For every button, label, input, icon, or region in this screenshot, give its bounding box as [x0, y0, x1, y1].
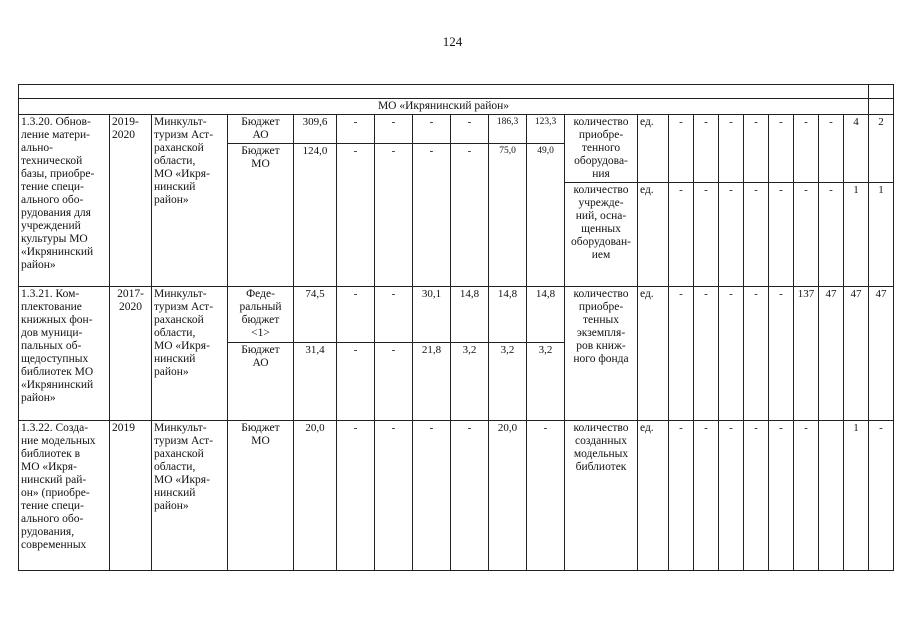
funding-value: -	[375, 343, 413, 421]
indicator-name: количество приобре- тенного оборудова- ния	[565, 115, 638, 183]
indicator-value: -	[769, 287, 794, 421]
indicator-value: 1	[844, 183, 869, 287]
indicator-value: 47	[844, 287, 869, 421]
indicator-value: 47	[819, 287, 844, 421]
measure-name: 1.3.22. Созда- ние модельных библиотек в МО «Икря- нинский рай- он» (приобре- тение специ- ального обо- рудования, современных	[19, 421, 110, 571]
funding-total: 124,0	[294, 144, 337, 287]
indicator-unit: ед.	[638, 115, 669, 183]
indicator-value: -	[794, 115, 819, 183]
funding-source: Бюджет АО	[228, 115, 294, 144]
indicator-value: -	[719, 421, 744, 571]
indicator-value: -	[794, 421, 819, 571]
funding-value: 49,0	[527, 144, 565, 287]
indicator-value: -	[744, 115, 769, 183]
funding-value: -	[337, 287, 375, 343]
indicator-name: количество созданных модельных библиотек	[565, 421, 638, 571]
page-number: 124	[442, 34, 463, 49]
funding-value: 14,8	[451, 287, 489, 343]
measure-years: 2019- 2020	[110, 115, 152, 287]
indicator-name: количество приобре- тенных экземпля- ров книж- ного фонда	[565, 287, 638, 421]
indicator-value: -	[694, 183, 719, 287]
table-row	[19, 115, 894, 144]
funding-value: 3,2	[489, 343, 527, 421]
indicator-name: количество учрежде- ний, осна- щенных оборудован- ием	[565, 183, 638, 287]
region-header: МО «Икрянинский район»	[19, 99, 869, 115]
funding-value: 3,2	[527, 343, 565, 421]
funding-value: -	[451, 115, 489, 144]
indicator-value: -	[669, 183, 694, 287]
funding-value: -	[337, 421, 375, 571]
funding-value: -	[337, 115, 375, 144]
measures-table	[18, 84, 894, 571]
measure-name: 1.3.21. Ком- плектование книжных фон- дов муници- пальных об- щедоступных библиотек МО «Икрянинский район»	[19, 287, 110, 421]
table-row	[19, 421, 894, 571]
funding-value: 123,3	[527, 115, 565, 144]
indicator-value: -	[769, 183, 794, 287]
indicator-value: -	[769, 421, 794, 571]
indicator-value: 2	[869, 115, 894, 183]
indicator-value: -	[669, 287, 694, 421]
funding-value: 3,2	[451, 343, 489, 421]
indicator-value: -	[769, 115, 794, 183]
funding-value: -	[451, 421, 489, 571]
funding-total: 31,4	[294, 343, 337, 421]
funding-value: -	[375, 115, 413, 144]
measure-years: 2017- 2020	[110, 287, 152, 421]
table-row	[19, 287, 894, 343]
measure-years: 2019	[110, 421, 152, 571]
indicator-value: -	[819, 183, 844, 287]
indicator-value: -	[669, 115, 694, 183]
funding-total: 20,0	[294, 421, 337, 571]
funding-value: 14,8	[527, 287, 565, 343]
funding-value: -	[337, 343, 375, 421]
funding-value: 75,0	[489, 144, 527, 287]
indicator-unit: ед.	[638, 287, 669, 421]
indicator-unit: ед.	[638, 421, 669, 571]
funding-value: -	[375, 421, 413, 571]
funding-value: -	[375, 144, 413, 287]
indicator-value: -	[819, 115, 844, 183]
funding-value: 20,0	[489, 421, 527, 571]
measure-name: 1.3.20. Обнов- ление матери- ально- технической базы, приобре- тение специ- ального обо- рудования для учреждений культуры МО «Икрянинский район»	[19, 115, 110, 287]
indicator-value: 137	[794, 287, 819, 421]
funding-value: 14,8	[489, 287, 527, 343]
funding-value: -	[527, 421, 565, 571]
indicator-value: -	[744, 183, 769, 287]
indicator-value: -	[694, 421, 719, 571]
funding-value: -	[375, 287, 413, 343]
funding-value: -	[413, 144, 451, 287]
funding-value: -	[451, 144, 489, 287]
indicator-value: -	[744, 287, 769, 421]
indicator-value: -	[869, 421, 894, 571]
funding-source: Феде- ральный бюджет <1>	[228, 287, 294, 343]
indicator-value: -	[794, 183, 819, 287]
indicator-value: 4	[844, 115, 869, 183]
indicator-value: 47	[869, 287, 894, 421]
indicator-value: -	[719, 115, 744, 183]
indicator-value: -	[719, 183, 744, 287]
funding-total: 74,5	[294, 287, 337, 343]
measure-executor: Минкульт- туризм Аст- раханской области, МО «Икря- нинский район»	[152, 421, 228, 571]
region-row	[19, 99, 894, 115]
funding-value: -	[413, 421, 451, 571]
funding-total: 309,6	[294, 115, 337, 144]
funding-value: 186,3	[489, 115, 527, 144]
table-header-stub	[19, 85, 894, 99]
funding-value: 21,8	[413, 343, 451, 421]
indicator-unit: ед.	[638, 183, 669, 287]
funding-value: 30,1	[413, 287, 451, 343]
funding-source: Бюджет МО	[228, 421, 294, 571]
indicator-value	[819, 421, 844, 571]
indicator-value: 1	[869, 183, 894, 287]
funding-value: -	[413, 115, 451, 144]
indicator-value: -	[744, 421, 769, 571]
funding-value: -	[337, 144, 375, 287]
funding-source: Бюджет МО	[228, 144, 294, 287]
indicator-value: 1	[844, 421, 869, 571]
measure-executor: Минкульт- туризм Аст- раханской области, МО «Икря- нинский район»	[152, 287, 228, 421]
indicator-value: -	[694, 287, 719, 421]
indicator-value: -	[669, 421, 694, 571]
indicator-value: -	[719, 287, 744, 421]
indicator-value: -	[694, 115, 719, 183]
funding-source: Бюджет АО	[228, 343, 294, 421]
measure-executor: Минкульт- туризм Аст- раханской области, МО «Икря- нинский район»	[152, 115, 228, 287]
